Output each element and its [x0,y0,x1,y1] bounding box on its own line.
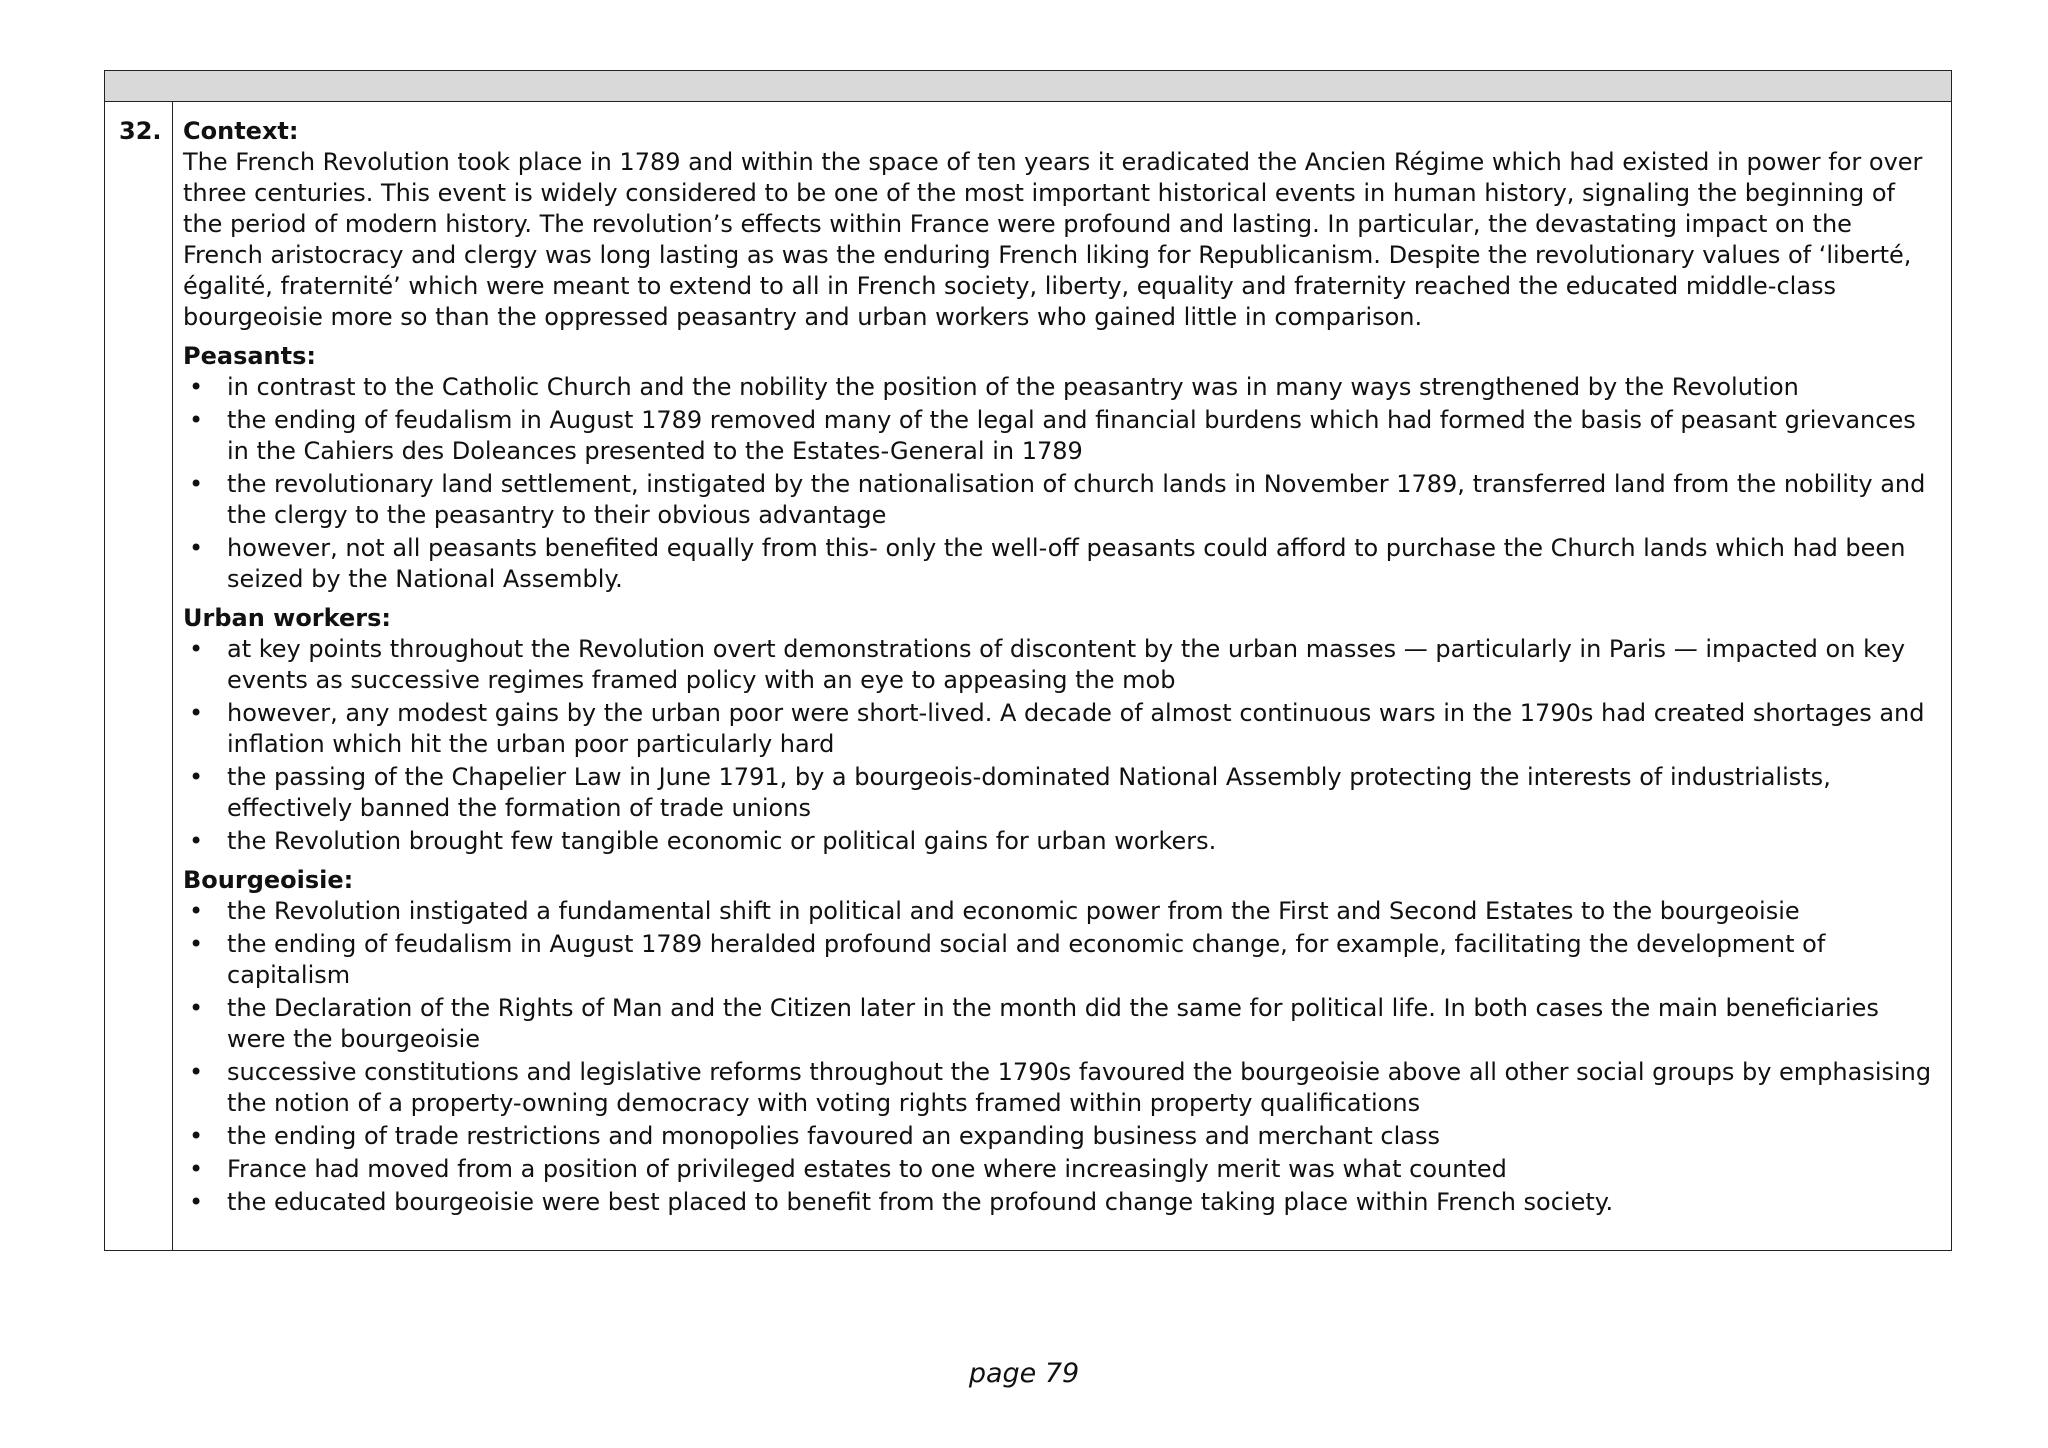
list-item: • the educated bourgeoisie were best placed to benefit from the profound change taking place within French society. [189,1188,1614,1216]
section-title: Bourgeoisie: [183,866,354,894]
bullet-icon: • [189,699,204,727]
section-title: Peasants: [183,342,316,370]
context-paragraph: The French Revolution took place in 1789 and within the space of ten years it eradicated the Ancien Régime which had existed in power for over three centuries. This event is widely considered to be one of the most important historical events in human history, signaling the beginning of the period of modern history. The revolution’s effects within France were profound and lasting. In particular, the devastating impact on the French aristocracy and clergy was long lasting as was the enduring French liking for Republicanism. Despite the revolutionary values of ‘liberté, égalité, fraternité’ which were meant to extend to all in French society, liberty, equality and fraternity reached the educated middle-class bourgeoisie more so than the oppressed peasantry and urban workers who gained little in comparison. [183,148,1923,331]
bullet-icon: • [189,930,204,958]
table-header-band [105,71,1951,102]
bullet-icon: • [189,635,204,663]
bullet-icon: • [189,1122,204,1150]
list-item: • the Revolution instigated a fundamental shift in political and economic power from the First and Second Estates to the bourgeoisie [189,897,1800,925]
section-peasants [183,341,1935,595]
page-number: page 79 [968,1358,1080,1389]
bullet-icon: • [189,534,204,562]
list-item: • however, any modest gains by the urban poor were short-lived. A decade of almost continuous wars in the 1790s had created shortages and inflation which hit the urban poor particularly hard [189,699,1925,758]
bullet-icon: • [189,373,204,401]
list-item: • the passing of the Chapelier Law in June 1791, by a bourgeois-dominated National Assembly protecting the interests of industrialists, effectively banned the formation of trade unions [189,763,1831,822]
list-item: • France had moved from a position of privileged estates to one where increasingly merit was what counted [189,1155,1507,1183]
question-content [173,102,1951,1250]
bullet-icon: • [189,994,204,1022]
bullet-icon: • [189,897,204,925]
list-item: • the ending of feudalism in August 1789 heralded profound social and economic change, for example, facilitating the development of capitalism [189,930,1826,989]
list-item: • at key points throughout the Revolution overt demonstrations of discontent by the urban masses — particularly in Paris — impacted on key events as successive regimes framed policy with an eye to appeasing the mob [189,635,1906,694]
question-row [105,102,1951,1250]
list-item: • successive constitutions and legislative reforms throughout the 1790s favoured the bourgeoisie above all other social groups by emphasising the notion of a property-owning democracy with voting rights framed within property qualifications [189,1058,1932,1117]
section-urban-workers [183,603,1935,857]
marking-table [104,70,1952,1251]
section-title: Urban workers: [183,604,391,632]
bullet-icon: • [189,406,204,434]
section-bourgeoisie [183,865,1935,1218]
bullet-icon: • [189,763,204,791]
bullet-icon: • [189,470,204,498]
bullet-icon: • [189,1188,204,1216]
bullet-list [183,634,1935,857]
bullet-icon: • [189,1058,204,1086]
list-item: • the ending of trade restrictions and monopolies favoured an expanding business and merchant class [189,1122,1440,1150]
list-item: • the Revolution brought few tangible economic or political gains for urban workers. [189,827,1217,855]
bullet-list [183,372,1935,595]
list-item: • the Declaration of the Rights of Man and the Citizen later in the month did the same for political life. In both cases the main beneficiaries were the bourgeoisie [189,994,1879,1053]
list-item: • however, not all peasants benefited equally from this- only the well-off peasants could afford to purchase the Church lands which had been seized by the National Assembly. [189,534,1906,593]
question-number: 32. [105,102,173,1250]
bullet-list [183,896,1935,1218]
list-item: • the revolutionary land settlement, instigated by the nationalisation of church lands in November 1789, transferred land from the nobility and the clergy to the peasantry to their obvious advantage [189,470,1926,529]
list-item: • in contrast to the Catholic Church and the nobility the position of the peasantry was in many ways strengthened by the Revolution [189,373,1799,401]
section-context [183,116,1935,333]
bullet-icon: • [189,827,204,855]
list-item: • the ending of feudalism in August 1789 removed many of the legal and financial burdens which had formed the basis of peasant grievances in the Cahiers des Doleances presented to the Estates-General in 1789 [189,406,1916,465]
bullet-icon: • [189,1155,204,1183]
section-title: Context: [183,117,299,145]
